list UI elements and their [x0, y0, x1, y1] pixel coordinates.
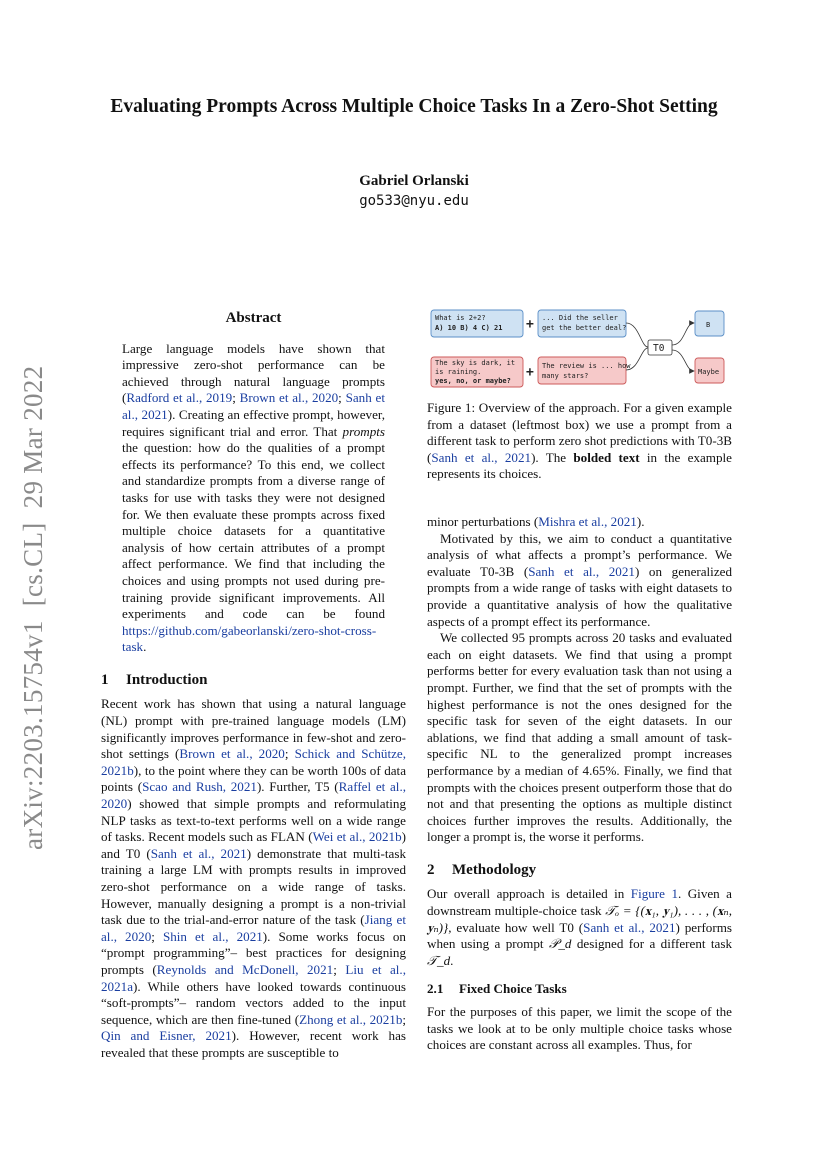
citation-link[interactable]: Zhong et al., 2021b [299, 1011, 403, 1027]
author-name: Gabriel Orlanski [359, 173, 469, 189]
math-expression: 𝒯_d [427, 952, 451, 968]
approach-diagram [427, 308, 732, 394]
body-text: ). Further, T5 ( [256, 779, 339, 795]
citation-link[interactable]: Wei et al., 2021b [312, 829, 402, 845]
body-text: ; [333, 961, 346, 977]
abstract-body [122, 341, 385, 656]
intro-paragraph [101, 696, 406, 1061]
prompt-text: The review is ... how [542, 362, 631, 370]
citation-link[interactable]: Schick and Schütze, 2021b [101, 746, 406, 778]
code-repository-link[interactable]: https://github.com/gabeorlanski/zero-shot-cross-task [122, 622, 377, 655]
caption-bold-text: bolded text [573, 449, 640, 465]
connector-arrow [626, 323, 648, 347]
figure-caption [427, 400, 732, 483]
citation-link[interactable]: Reynolds and McDonell, 2021 [156, 961, 334, 977]
caption-text: ). The [531, 449, 574, 465]
subsection-number: 2.1 [427, 981, 444, 997]
citation-link[interactable]: Shin et al., 2021 [162, 928, 263, 944]
body-text: ) showed that simple prompts and reformulating NLP tasks as text-to-text performs well on a wide range of tasks. Recent models such as FLAN ( [101, 796, 406, 845]
abstract-text: the question: how do the qualities of a prompt effects its performance? To this end, we collect and standardize prompts from a diverse range of tasks for use with tasks they were not designed for. We then evaluate these prompts across fixed multiple choice datasets for a quantitative analysis of how certain attributes of a prompt affect performance. We find that including the choices and using prompts not used during pre-training provide significant improvements. All experiments and code can be found [122, 440, 385, 622]
section-title: Introduction [126, 671, 208, 688]
intro-heading [101, 672, 406, 689]
body-text: ). However, recent work has revealed that these prompts are susceptible to [101, 1028, 406, 1060]
body-text: designed for a different task [571, 936, 732, 952]
abstract-heading: Abstract [225, 310, 282, 326]
body-paragraph: We collected 95 prompts across 20 tasks and evaluated each on eight datasets. We find that using a prompt performs better for every evaluation task than not using a prompt. Further, we find that the set of prompts with the highest performance is not the ones designed for the specific task for seven of the eight datasets. In our ablations, we find that adding a small amount of task-specific NL to the generalized prompt increases performance by a median of 4.65%. Finally, we find that prompts with the choices present outperform those that do not and that presenting the options as multiple distinct choices further improves the results. Additionally, the longer a prompt is, the worse it performs. [427, 630, 732, 845]
body-text: minor perturbations ( [427, 514, 539, 529]
body-text: ; [284, 746, 295, 762]
citation-link[interactable]: Qin and Eisner, 2021 [101, 1028, 232, 1044]
right-column [427, 514, 732, 1054]
example-text: is raining. [435, 368, 482, 376]
body-text: . [450, 952, 454, 968]
body-text: , evaluate how well T0 ( [448, 919, 584, 935]
citation-link[interactable]: Liu et al., 2021a [101, 961, 406, 994]
section-title: Methodology [452, 861, 537, 878]
math-expression: 𝒫_d [548, 936, 572, 952]
methodology-paragraph [427, 886, 732, 969]
section-number: 1 [101, 671, 109, 688]
body-text: ) demonstrate that multi-task training a large LM with prompts results in improved zero-shot performance on a wide range of tasks. However, manually designing a prompt is a non-trivial task due to the trial-and-error nature of the task ( [101, 845, 406, 928]
author-email: go533@nyu.edu [359, 193, 469, 209]
body-paragraph [427, 531, 732, 631]
citation-link[interactable]: Sanh et al., 2021 [431, 449, 532, 465]
body-paragraph [427, 514, 732, 531]
citation-link[interactable]: Jiang et al., 2020 [101, 912, 406, 944]
citation-link[interactable]: Scao and Rush, 2021 [142, 779, 257, 795]
citation-link[interactable]: Sanh et al., 2021 [583, 919, 676, 935]
abstract-text: . [143, 639, 147, 655]
output-text: Maybe [698, 368, 720, 376]
prompt-text: ... Did the seller [542, 314, 618, 322]
body-text: Motivated by this, we aim to conduct a quantitative analysis of what affects a prompt’s performance. We evaluate T0-3B ( [427, 530, 732, 579]
body-text: ), to the point where they can be worth 100s of data points ( [101, 762, 406, 795]
citation-link[interactable]: Sanh et al., 2021 [528, 563, 635, 579]
citation-link[interactable]: Radford et al., 2019 [126, 390, 233, 406]
body-text: ). While others have looked towards continuous “soft-prompts”– random vectors added to the input sequence, which are then fine-tuned ( [101, 978, 406, 1027]
body-text: ) on generalized prompts from a wide range of tasks with eight datasets to provide a quantitative analysis of how the qualitative aspects of a prompt effect its performance. [427, 563, 732, 629]
figure-1 [427, 308, 732, 483]
body-text: ). Some works focus on “prompt programming”– best practices for designing prompts ( [101, 928, 406, 977]
paper-title: Evaluating Prompts Across Multiple Choice Tasks In a Zero-Shot Setting [110, 96, 718, 117]
abstract-text: ; [232, 390, 240, 406]
figure-reference-link[interactable]: Figure 1 [630, 886, 678, 902]
body-text: . Given a downstream multiple-choice task [427, 886, 732, 919]
body-text: ) and T0 ( [101, 829, 406, 861]
caption-text: Figure 1: Overview of the approach. For a given example from a dataset (leftmost box) we use a prompt from a different task to perform zero shot predictions with T0-3B ( [427, 400, 732, 465]
body-text: Recent work has shown that using a natural language (NL) prompt with pre-trained language models (LM) significantly improves performance in few-shot and zero-shot settings ( [101, 696, 406, 762]
abstract-text: ). Creating an effective prompt, however, requires significant trial and error. That [122, 406, 385, 439]
body-paragraph: For the purposes of this paper, we limit the scope of the tasks we look at to be only multiple choice tasks whose choices are constant across all examples. Thus, for [427, 1004, 732, 1053]
abstract-text: Large language models have shown that impressive zero-shot performance can be achieved through natural language prompts ( [122, 340, 385, 406]
model-label: T0 [653, 343, 665, 354]
connector-arrow [672, 350, 694, 371]
connector-arrow [672, 323, 694, 345]
prompt-text: get the better deal? [542, 324, 627, 332]
subsection-title: Fixed Choice Tasks [459, 981, 567, 997]
body-text: Our overall approach is detailed in [427, 886, 631, 902]
arxiv-identifier: arXiv:2203.15754v1 [cs.CL] 29 Mar 2022 [18, 365, 48, 850]
body-text: ; [151, 928, 163, 944]
example-choices-text: A) 10 B) 4 C) 21 [435, 324, 503, 332]
abstract-text: ; [338, 390, 346, 406]
math-expression: 𝒯ₒ = {(𝐱₁, 𝐲₁), . . . , (𝐱ₙ, 𝐲ₙ)} [427, 903, 732, 935]
body-text: ). [636, 514, 645, 529]
citation-link[interactable]: Raffel et al., 2020 [101, 779, 406, 812]
body-text: ) performs when using a prompt [427, 919, 732, 952]
example-text: The sky is dark, it [435, 359, 516, 367]
citation-link[interactable]: Sanh et al., 2021 [122, 390, 385, 422]
section-number: 2 [427, 861, 435, 878]
subsection-heading [427, 981, 732, 998]
citation-link[interactable]: Sanh et al., 2021 [150, 845, 247, 861]
citation-link[interactable]: Brown et al., 2020 [239, 390, 339, 406]
abstract-emphasis: prompts [342, 423, 385, 439]
output-text: B [706, 321, 711, 329]
methodology-heading [427, 862, 732, 879]
caption-text: in the example represents its choices. [427, 449, 732, 482]
example-text: What is 2+2? [435, 314, 486, 322]
citation-link[interactable]: Mishra et al., 2021 [538, 514, 637, 529]
body-text: ; [402, 1011, 407, 1027]
example-choices-text: yes, no, or maybe? [435, 377, 511, 385]
prompt-text: many stars? [542, 372, 589, 380]
plus-sign: + [526, 365, 534, 380]
citation-link[interactable]: Brown et al., 2020 [179, 746, 285, 762]
plus-sign: + [526, 317, 534, 332]
left-column [101, 310, 406, 1062]
